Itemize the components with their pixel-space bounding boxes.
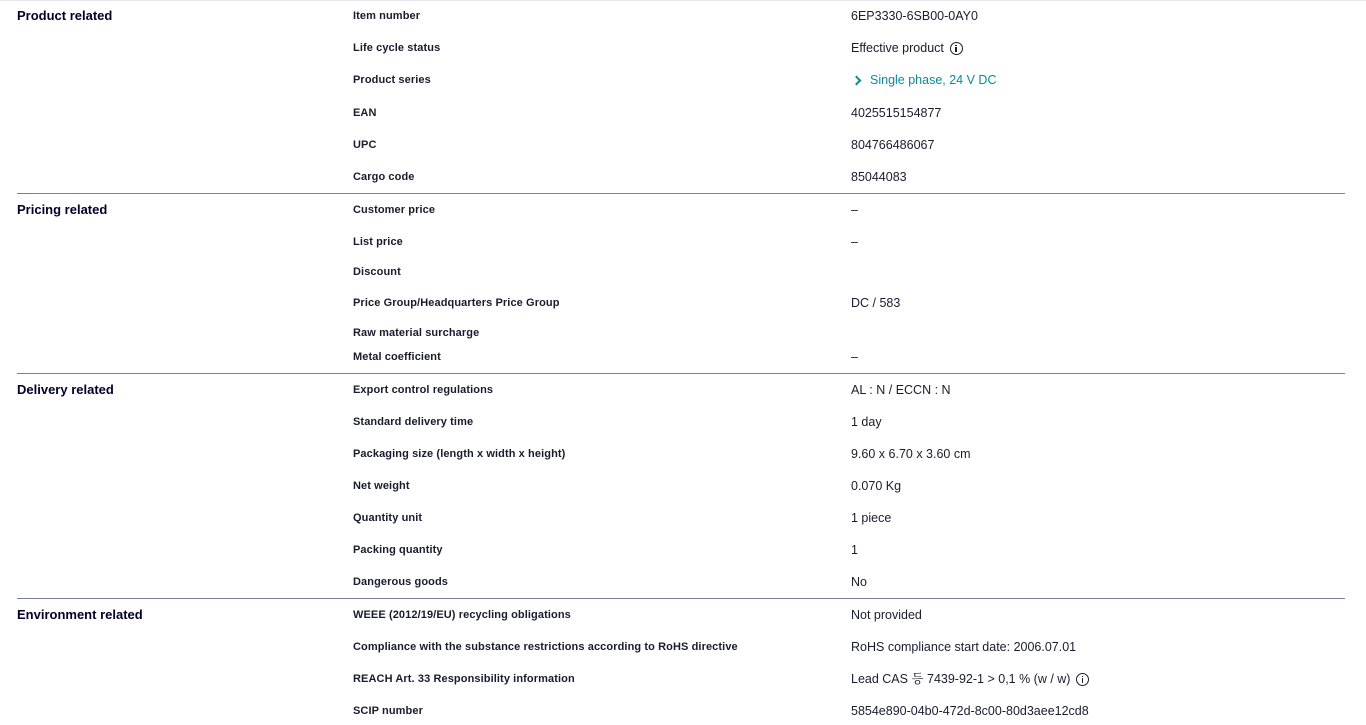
row-value [851,136,934,154]
value-text: DC / 583 [851,296,901,310]
row-label: WEEE (2012/19/EU) recycling obligations [353,609,571,621]
row-value [851,606,922,624]
row-label: Product series [353,74,431,86]
row-value [851,541,858,559]
row-value [851,7,978,25]
row-label: Raw material surcharge [353,327,480,339]
section-title: Product related [17,8,113,23]
row-scip-number [17,703,1345,721]
row-value [851,638,1076,656]
row-discount [17,264,1345,282]
section-divider [17,373,1345,374]
row-label: Standard delivery time [353,416,474,428]
row-value [851,702,1089,720]
value-text: – [851,235,858,249]
row-label: Packaging size (length x width x height) [353,448,566,460]
row-life-cycle-status [17,40,1345,58]
row-value [851,168,907,186]
row-label: Export control regulations [353,384,494,396]
row-dangerous-goods [17,574,1345,592]
row-label: Net weight [353,480,410,492]
section-title: Environment related [17,607,143,622]
row-value [851,445,971,463]
row-packing-quantity [17,542,1345,560]
value-text: Not provided [851,608,922,622]
chevron-right-icon [851,74,863,86]
section-divider [17,598,1345,599]
row-label: Item number [353,10,421,22]
section-title: Delivery related [17,382,114,397]
value-text: 0.070 Kg [851,479,902,493]
row-value [851,381,951,399]
row-label: Metal coefficient [353,351,441,363]
row-net-weight [17,478,1345,496]
row-label: Price Group/Headquarters Price Group [353,297,560,309]
row-label: List price [353,236,403,248]
row-label: EAN [353,107,377,119]
row-value [851,670,1089,688]
row-packaging-size [17,446,1345,464]
row-value [851,201,858,219]
row-label: Customer price [353,204,436,216]
value-text: AL : N / ECCN : N [851,383,951,397]
info-icon[interactable] [1076,673,1089,686]
row-metal-coefficient [17,349,1345,367]
value-text: 6EP3330-6SB00-0AY0 [851,9,978,23]
row-value [851,509,891,527]
row-price-group [17,295,1345,313]
row-value [851,39,963,57]
value-text: – [851,350,858,364]
row-export-control [17,382,1345,400]
row-value [851,413,882,431]
product-series-link[interactable] [851,71,996,89]
value-text: 4025515154877 [851,106,942,120]
row-label: Packing quantity [353,544,443,556]
value-text: 1 piece [851,511,892,525]
row-label: Life cycle status [353,42,441,54]
value-text: – [851,203,858,217]
row-rohs-compliance [17,639,1345,657]
row-label: UPC [353,139,377,151]
row-quantity-unit [17,510,1345,528]
row-label: Dangerous goods [353,576,449,588]
row-value [851,477,901,495]
row-label: Discount [353,266,401,278]
row-upc [17,137,1345,155]
row-label: Compliance with the substance restrictions according to RoHS directive [353,641,738,653]
row-cargo-code [17,169,1345,187]
row-customer-price [17,202,1345,220]
row-label: Cargo code [353,171,415,183]
row-label: SCIP number [353,705,423,717]
row-value [851,233,858,251]
value-text: 1 [851,543,858,557]
row-raw-material-surcharge [17,325,1345,343]
row-value [851,104,941,122]
value-text: Lead CAS 등 7439-92-1 > 0,1 % (w / w) [851,672,1071,686]
value-text: Effective product [851,41,944,55]
value-text: 9.60 x 6.70 x 3.60 cm [851,447,971,461]
value-text: 85044083 [851,170,907,184]
row-item-number [17,8,1345,26]
value-text: 1 day [851,415,882,429]
row-weee [17,607,1345,625]
row-value [851,294,900,312]
value-text: RoHS compliance start date: 2006.07.01 [851,640,1077,654]
value-text: No [851,575,867,589]
row-value [851,573,867,591]
value-text: 804766486067 [851,138,935,152]
row-ean [17,105,1345,123]
row-label: REACH Art. 33 Responsibility information [353,673,575,685]
value-text: 5854e890-04b0-472d-8c00-80d3aee12cd8 [851,704,1089,718]
row-standard-delivery-time [17,414,1345,432]
value-text: Single phase, 24 V DC [870,73,997,87]
row-product-series [17,72,1345,90]
row-list-price [17,234,1345,252]
row-label: Quantity unit [353,512,423,524]
info-icon[interactable] [950,42,963,55]
section-divider [17,193,1345,194]
row-reach-art-33 [17,671,1345,689]
row-value [851,348,858,366]
section-title: Pricing related [17,202,108,217]
